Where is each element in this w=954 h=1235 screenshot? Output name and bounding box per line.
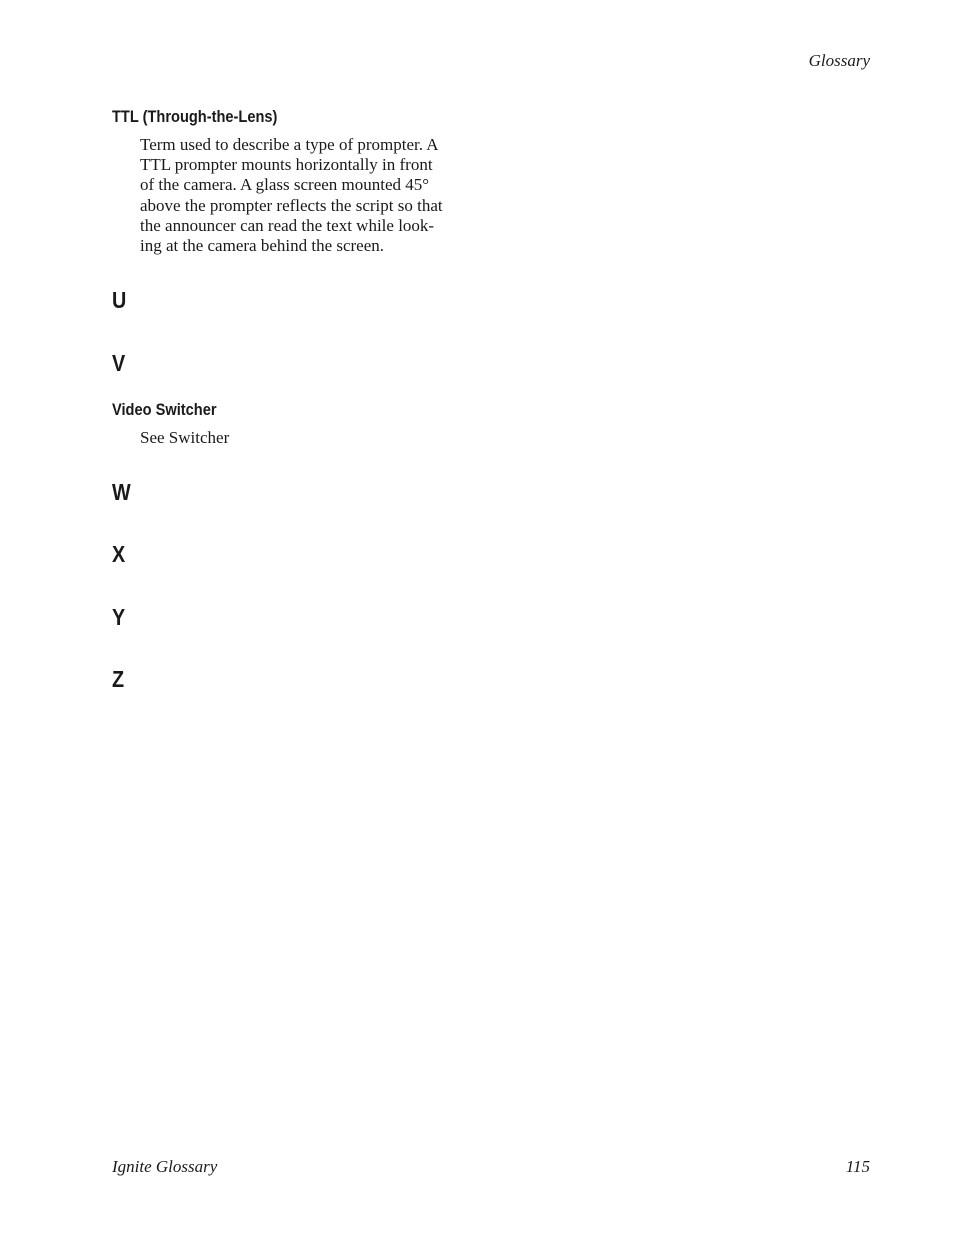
page-number: 115: [845, 1157, 870, 1176]
section-letter-y: Y: [112, 604, 126, 630]
definition-line: ing at the camera behind the screen.: [140, 236, 385, 256]
section-letter-v: V: [112, 350, 126, 376]
running-head: Glossary: [808, 51, 870, 70]
section-letter-w: W: [112, 479, 131, 505]
glossary-definition-ttl: [140, 135, 485, 256]
definition-line: See Switcher: [140, 428, 230, 447]
glossary-term-ttl: TTL (Through-the-Lens): [112, 107, 278, 126]
definition-line: above the prompter reflects the script so that: [140, 195, 443, 215]
section-letter-u: U: [112, 287, 127, 313]
definition-line: TTL prompter mounts horizontally in front: [140, 155, 433, 175]
footer-document-title: Ignite Glossary: [112, 1157, 218, 1176]
definition-line: of the camera. A glass screen mounted 45°: [140, 175, 430, 195]
definition-line: Term used to describe a type of prompter. A: [140, 135, 439, 154]
glossary-term-video-switcher: Video Switcher: [112, 400, 217, 419]
glossary-definition-video-switcher: [140, 428, 485, 448]
definition-line: the announcer can read the text while look-: [140, 215, 435, 235]
section-letter-x: X: [112, 541, 126, 567]
section-letter-z: Z: [112, 666, 125, 692]
